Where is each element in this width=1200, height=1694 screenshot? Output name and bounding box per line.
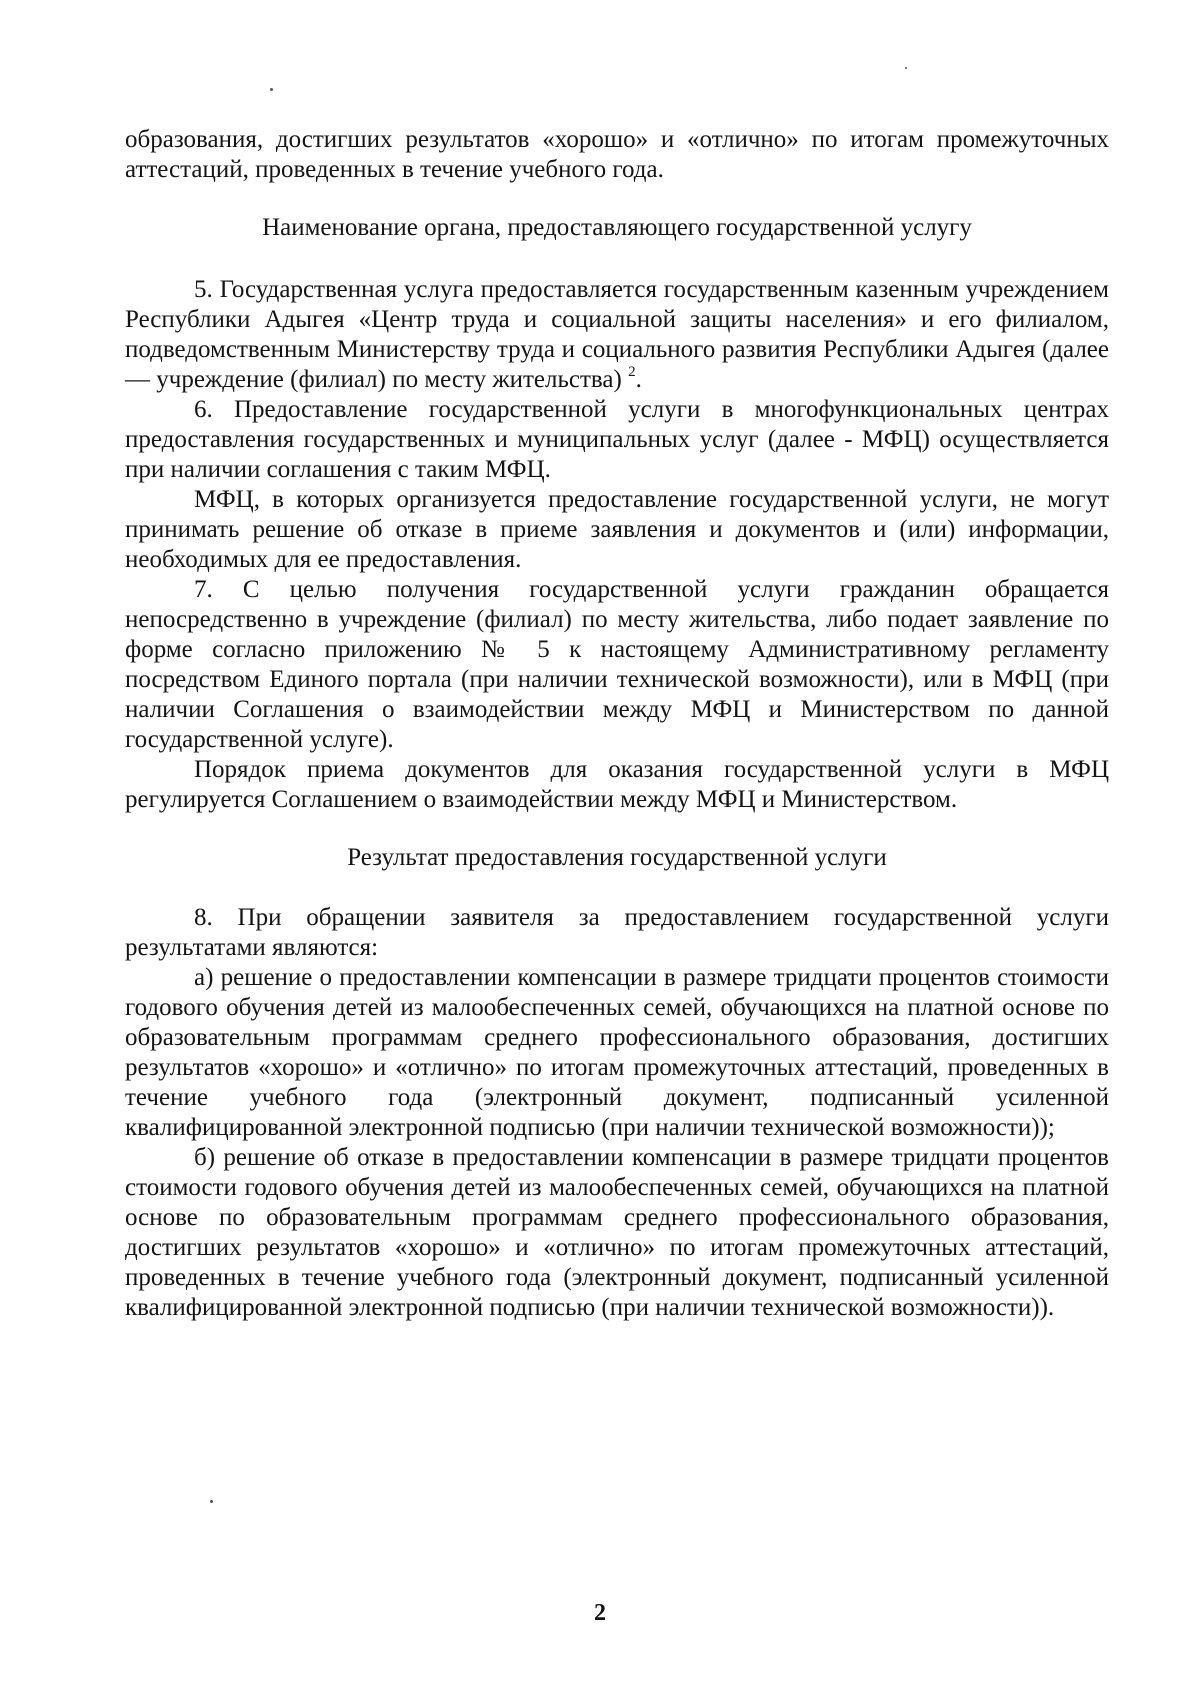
paragraph-5-end: . — [635, 366, 642, 393]
paragraph-6-mfc: МФЦ, в которых организуется предоставление государственной услуги, не могут принимать решение об отказе в приеме заявления и документов и (или) информации, необходимых для ее предоставления. — [125, 486, 1109, 573]
intro-paragraph: образования, достигших результатов «хорошо» и «отлично» по итогам промежуточных аттестаций, проведенных в течение учебного года. — [125, 126, 1109, 183]
scan-speck — [270, 88, 273, 91]
section-heading-result: Результат предоставления государственной услуги — [347, 844, 887, 871]
paragraph-7: 7. С целью получения государственной услуги гражданин обращается непосредственно в учреждение (филиал) по месту жительства, либо подает заявление по форме согласно приложению № 5 к настоящему Административному регламенту посредством Единого портала (при наличии технической возможности), или в МФЦ (при наличии Соглашения о взаимодействии между МФЦ и Министерством по данной государственной услуге). — [125, 576, 1109, 753]
paragraph-5-text: 5. Государственная услуга предоставляется государственным казенным учреждением Республики Адыгея «Центр труда и социальной защиты населения» и его филиалом, подведомственным Министерству труда и социального развития Республики Адыгея (далее — учреждение (филиал) по месту жительства) — [125, 276, 1109, 393]
paragraph-6: 6. Предоставление государственной услуги в многофункциональных центрах предоставления государственных и муниципальных услуг (далее - МФЦ) осуществляется при наличии соглашения с таким МФЦ. — [125, 396, 1109, 483]
paragraph-8-a: а) решение о предоставлении компенсации в размере тридцати процентов стоимости годового обучения детей из малообеспеченных семей, обучающихся на платной основе по образовательным программам среднего профессионального образования, достигших результатов «хорошо» и «отлично» по итогам промежуточных аттестаций, проведенных в течение учебного года (электронный документ, подписанный усиленной квалифицированной электронной подписью (при наличии технической возможности)); — [125, 964, 1109, 1141]
paragraph-7-order: Порядок приема документов для оказания государственной услуги в МФЦ регулируется Соглашением о взаимодействии между МФЦ и Министерством. — [125, 756, 1109, 813]
document-body — [125, 125, 1109, 1323]
paragraph-8: 8. При обращении заявителя за предоставлением государственной услуги результатами являются: — [125, 904, 1109, 961]
paragraph-5 — [125, 275, 1109, 395]
page-number: 2 — [594, 1600, 606, 1626]
scan-speck — [905, 67, 907, 69]
scan-speck — [210, 1500, 213, 1503]
paragraph-8-b: б) решение об отказе в предоставлении компенсации в размере тридцати процентов стоимости годового обучения детей из малообеспеченных семей, обучающихся на платной основе по образовательным программам среднего профессионального образования, достигших результатов «хорошо» и «отлично» по итогам промежуточных аттестаций, проведенных в течение учебного года (электронный документ, подписанный усиленной квалифицированной электронной подписью (при наличии технической возможности)). — [125, 1144, 1109, 1321]
footnote-ref: 2 — [628, 363, 636, 380]
section-heading-authority: Наименование органа, предоставляющего государственной услугу — [262, 214, 972, 241]
